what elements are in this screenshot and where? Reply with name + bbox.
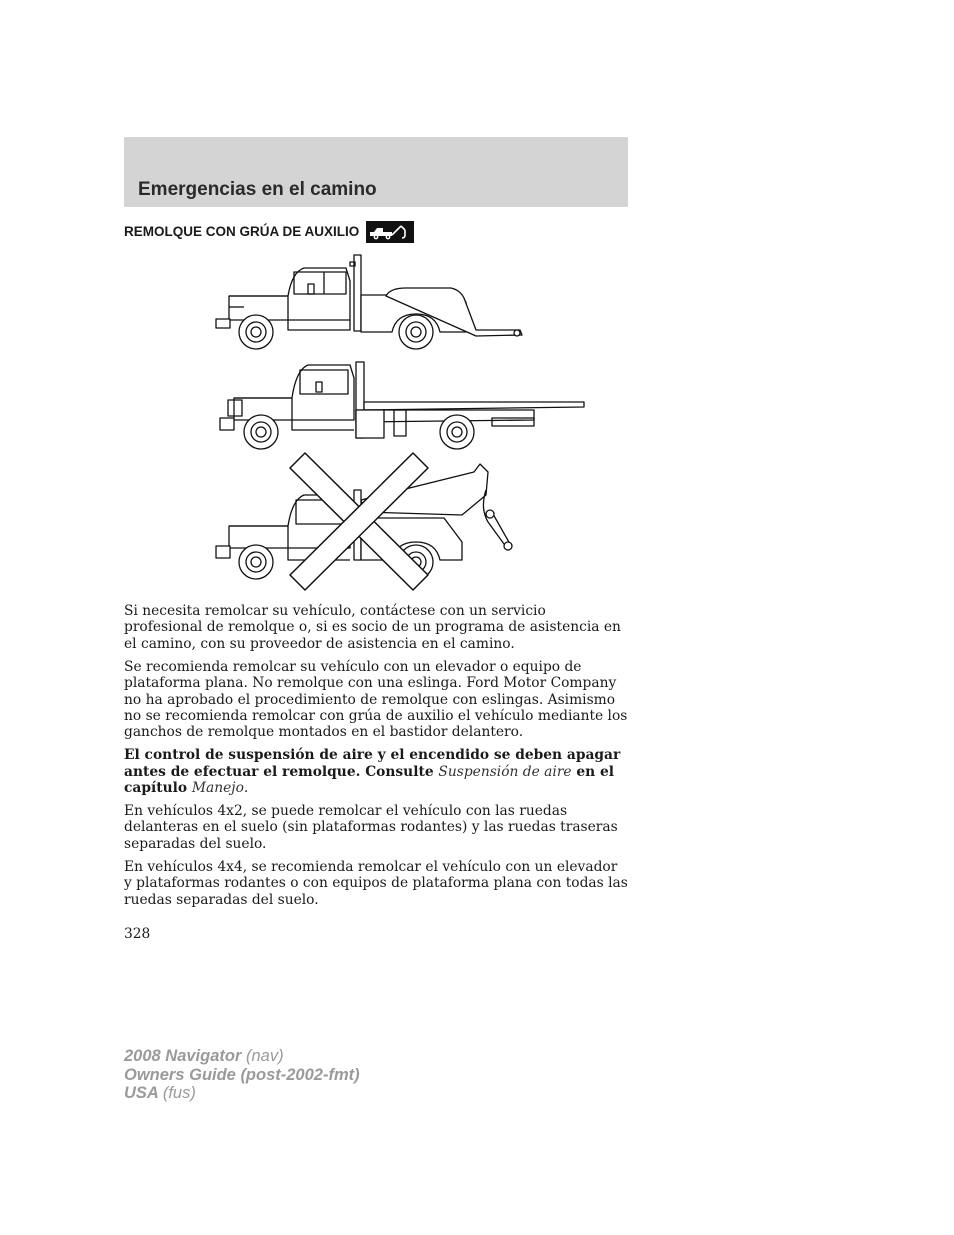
chapter-reference: Manejo <box>191 780 244 797</box>
body-text <box>124 603 628 914</box>
paragraph: En vehículos 4x4, se recomienda remolcar el vehículo con un elevador y plataformas rodantes o con equipos de plataforma plana con todas las ruedas separadas del suelo. <box>124 858 628 908</box>
wheel-lift-tow-truck <box>216 255 522 349</box>
footer-line <box>124 1084 360 1103</box>
section-heading-text: REMOLQUE CON GRÚA DE AUXILIO <box>124 224 360 239</box>
warning-text: El control de suspensión de aire y el encendido se deben apagar antes de efectuar el remolque. Consulte <box>124 747 621 780</box>
flatbed-tow-truck <box>220 362 584 449</box>
page-title: Emergencias en el camino <box>138 179 377 200</box>
footer <box>124 1047 360 1103</box>
tow-truck-icon <box>366 221 414 243</box>
paragraph: Si necesita remolcar su vehículo, contáctese con un servicio profesional de remolque o, si es socio de un programa de asistencia en el camino, con su proveedor de asistencia en el camino. <box>124 603 621 652</box>
footer-code: (fus) <box>162 1084 196 1102</box>
footer-line: Owners Guide (post-2002-fmt) <box>124 1065 360 1084</box>
footer-region: USA <box>124 1084 159 1102</box>
section-heading <box>124 221 414 243</box>
paragraph: En vehículos 4x2, se puede remolcar el vehículo con las ruedas delanteras en el suelo (sin plataformas rodantes) y las ruedas traseras separadas del suelo. <box>124 802 618 852</box>
warning-paragraph <box>124 747 628 796</box>
towing-methods-illustration <box>204 250 604 594</box>
cross-reference: Suspensión de aire <box>438 763 572 780</box>
period: . <box>243 780 249 797</box>
paragraph: Se recomienda remolcar su vehículo con un elevador o equipo de plataforma plana. No remolque con una eslinga. Ford Motor Company no ha aprobado el procedimiento de remolque con eslingas. Asimismo no se recomienda remolcar con grúa de auxilio el vehículo mediante los ganchos de remolque montados en el bastidor delantero. <box>124 658 628 741</box>
footer-code: (nav) <box>246 1047 284 1065</box>
footer-line <box>124 1047 360 1066</box>
warning-text: en el capítulo <box>124 763 615 797</box>
page-number: 328 <box>124 926 151 942</box>
footer-model: 2008 Navigator <box>124 1047 242 1065</box>
